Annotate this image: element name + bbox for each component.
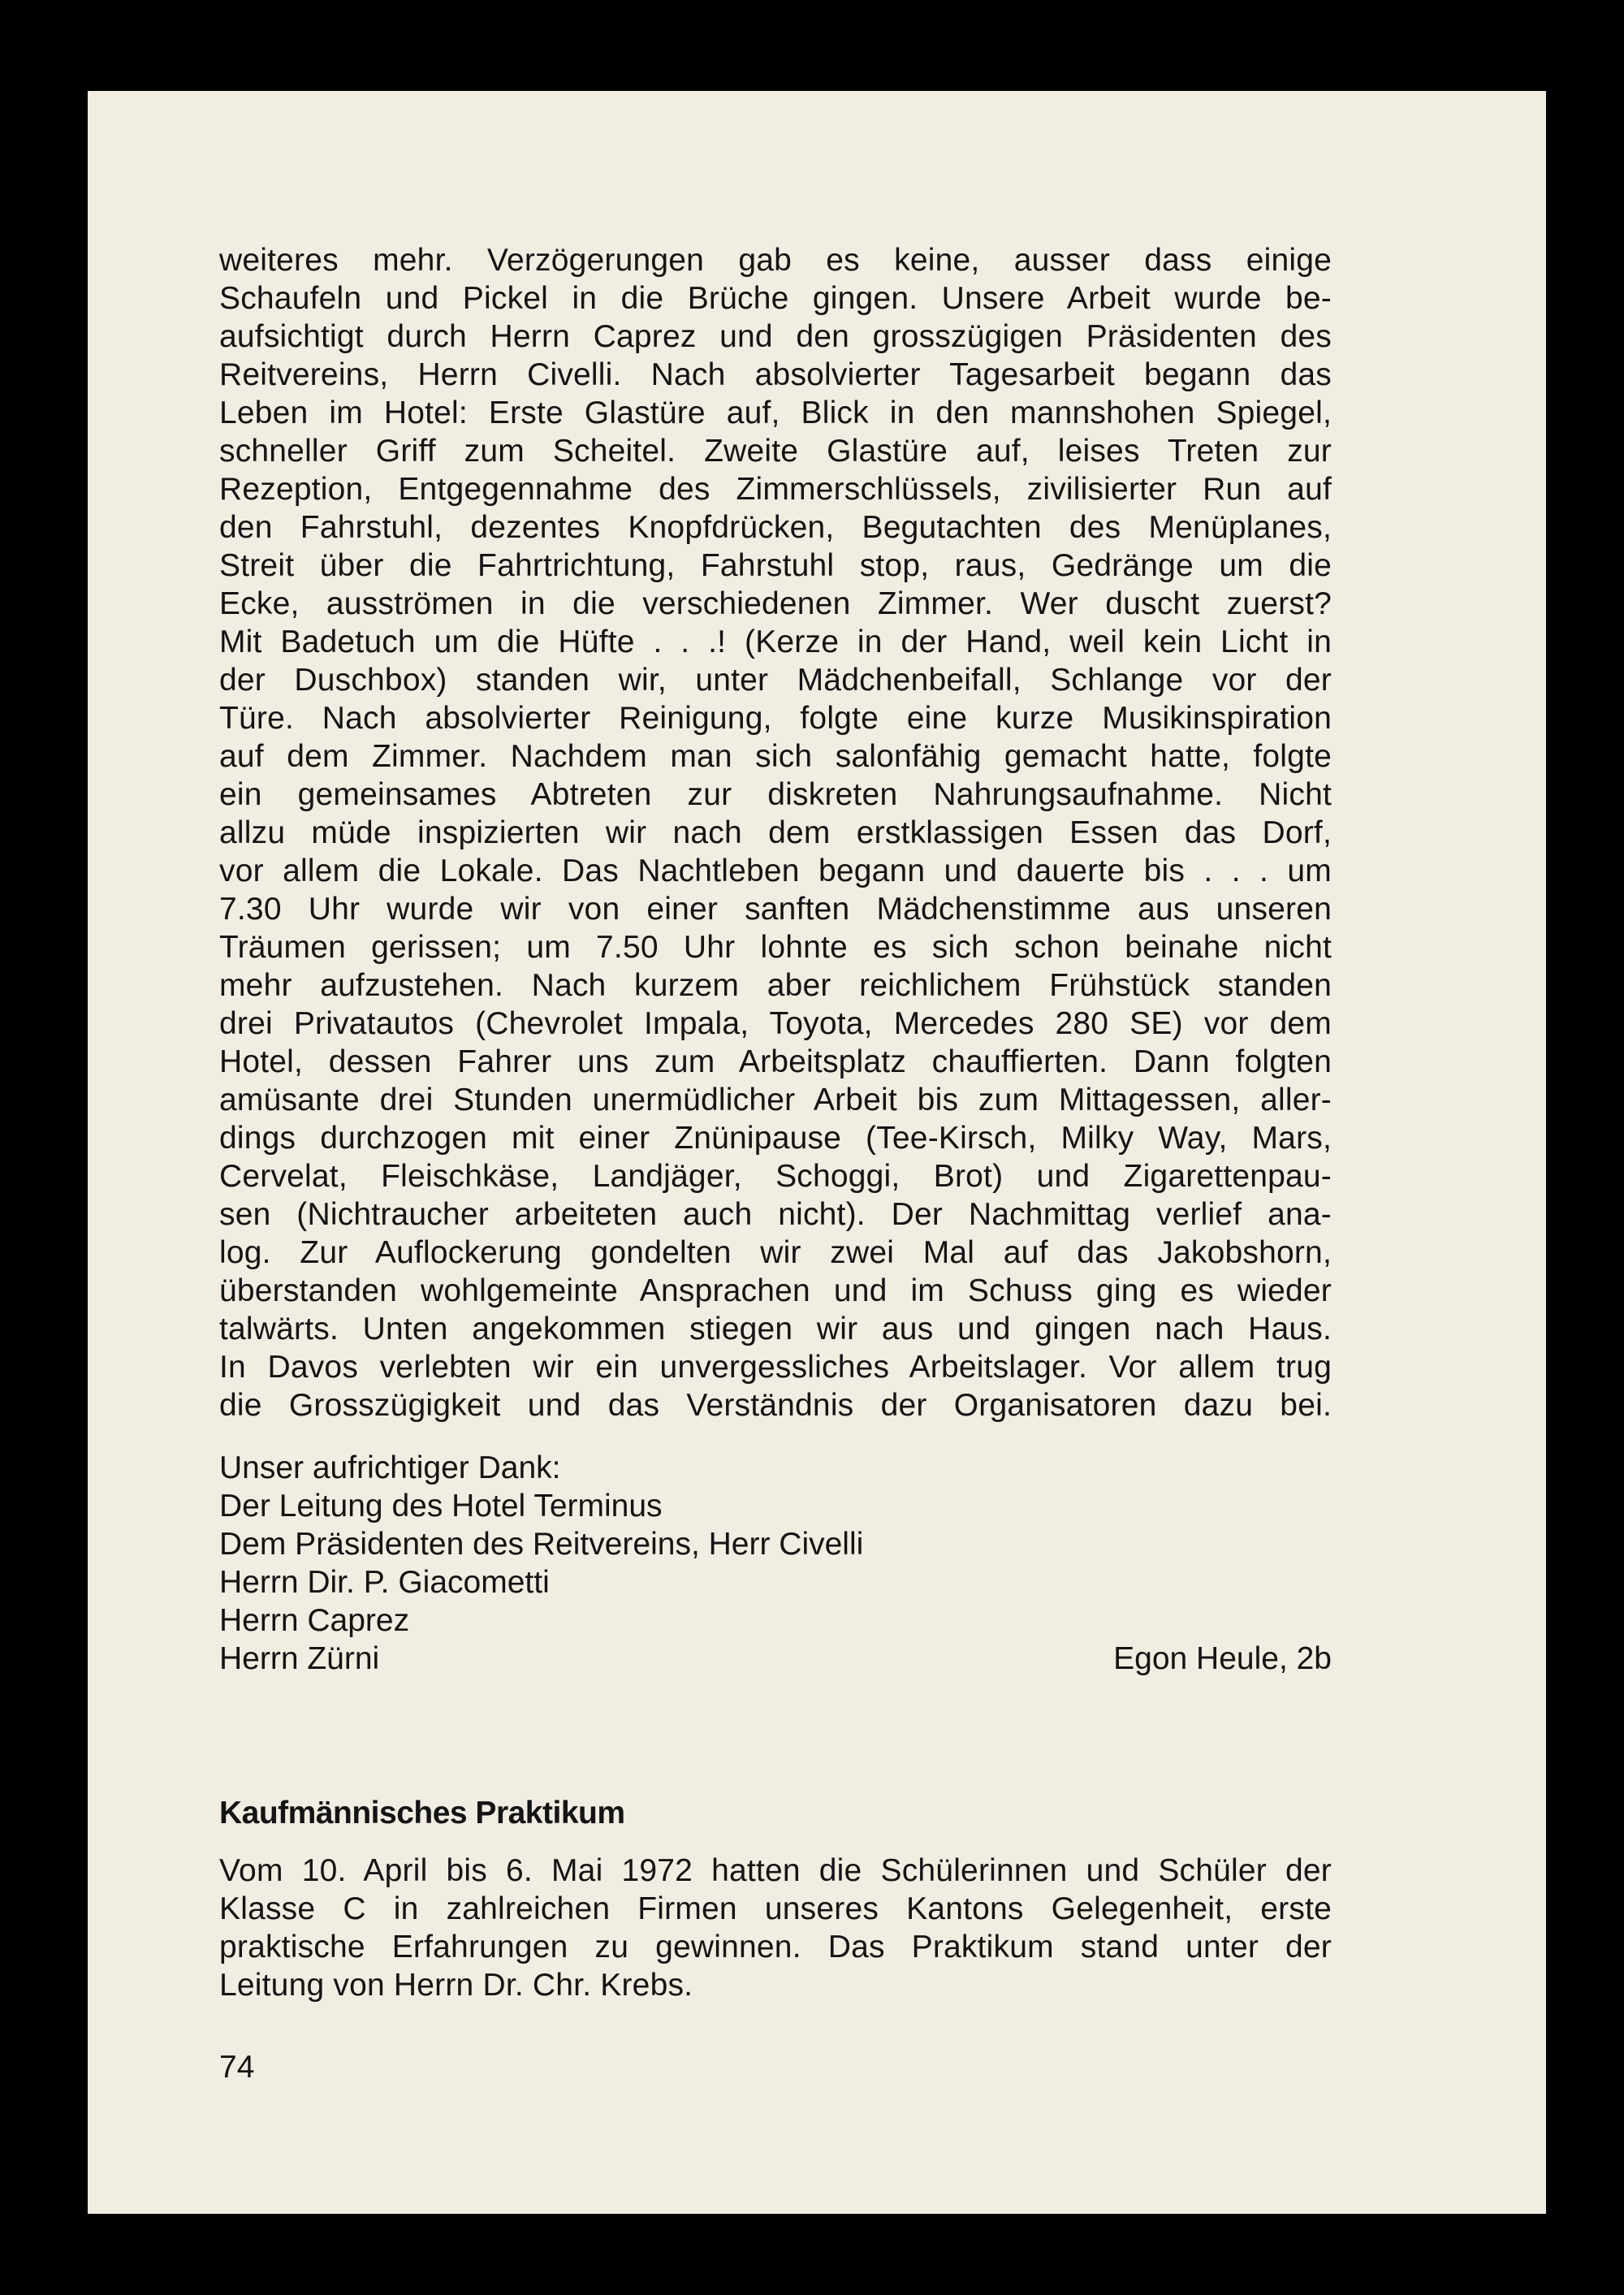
body-line: Streit über die Fahrtrichtung, Fahrstuhl stop, raus, Gedränge um die	[219, 548, 1332, 583]
body-line: Rezeption, Entgegennahme des Zimmerschlüssels, zivilisierter Run auf	[219, 472, 1332, 507]
body-line: dings durchzogen mit einer Znünipause (Tee-Kirsch, Milky Way, Mars,	[219, 1121, 1332, 1156]
body-line: weiteres mehr. Verzögerungen gab es keine, ausser dass einige	[219, 243, 1332, 278]
page-number: 74	[219, 2050, 255, 2085]
document-page	[88, 91, 1546, 2214]
body-line: den Fahrstuhl, dezentes Knopfdrücken, Begutachten des Menüplanes,	[219, 510, 1332, 545]
body-line: amüsante drei Stunden unermüdlicher Arbeit bis zum Mittagessen, aller-	[219, 1083, 1332, 1117]
thanks-item: Herrn Caprez	[219, 1603, 410, 1638]
section-body	[219, 1852, 1332, 2004]
section-line: Vom 10. April bis 6. Mai 1972 hatten die Schülerinnen und Schüler der	[219, 1853, 1332, 1888]
body-line: überstanden wohlgemeinte Ansprachen und im Schuss ging es wieder	[219, 1273, 1332, 1308]
thanks-item: Der Leitung des Hotel Terminus	[219, 1489, 663, 1524]
body-line: ein gemeinsames Abtreten zur diskreten Nahrungsaufnahme. Nicht	[219, 777, 1332, 812]
body-line: die Grosszügigkeit und das Verständnis der Organisatoren dazu bei.	[219, 1388, 1332, 1423]
section-line: Leitung von Herrn Dr. Chr. Krebs.	[219, 1968, 693, 2003]
body-line: log. Zur Auflockerung gondelten wir zwei Mal auf das Jakobshorn,	[219, 1235, 1332, 1270]
body-line: talwärts. Unten angekommen stiegen wir aus und gingen nach Haus.	[219, 1312, 1332, 1346]
body-line: Türe. Nach absolvierter Reinigung, folgte eine kurze Musikinspiration	[219, 701, 1332, 736]
section-line: praktische Erfahrungen zu gewinnen. Das Praktikum stand unter der	[219, 1930, 1332, 1964]
body-line: mehr aufzustehen. Nach kurzem aber reichlichem Frühstück standen	[219, 968, 1332, 1003]
thanks-list	[219, 1449, 1332, 1678]
body-line: Träumen gerissen; um 7.50 Uhr lohnte es sich schon beinahe nicht	[219, 930, 1332, 965]
body-line: vor allem die Lokale. Das Nachtleben begann und dauerte bis . . . um	[219, 854, 1332, 888]
thanks-item: Herrn Dir. P. Giacometti	[219, 1565, 550, 1600]
section-line: Klasse C in zahlreichen Firmen unseres Kantons Gelegenheit, erste	[219, 1891, 1332, 1926]
body-text	[219, 241, 1332, 1424]
body-line: Leben im Hotel: Erste Glastüre auf, Blick in den mannshohen Spiegel,	[219, 395, 1332, 430]
author-signature: Egon Heule, 2b	[1113, 1641, 1332, 1676]
body-line: sen (Nichtraucher arbeiteten auch nicht). Der Nachmittag verlief ana-	[219, 1197, 1332, 1232]
body-line: allzu müde inspizierten wir nach dem erstklassigen Essen das Dorf,	[219, 815, 1332, 850]
body-line: Cervelat, Fleischkäse, Landjäger, Schoggi, Brot) und Zigarettenpau-	[219, 1159, 1332, 1194]
body-line: Ecke, ausströmen in die verschiedenen Zimmer. Wer duscht zuerst?	[219, 586, 1332, 621]
thanks-last-row	[219, 1640, 1332, 1678]
body-line: Schaufeln und Pickel in die Brüche gingen. Unsere Arbeit wurde be-	[219, 281, 1332, 316]
thanks-heading: Unser aufrichtiger Dank:	[219, 1450, 561, 1485]
body-line: aufsichtigt durch Herrn Caprez und den grosszügigen Präsidenten des	[219, 319, 1332, 354]
thanks-item: Dem Präsidenten des Reitvereins, Herr Civelli	[219, 1527, 864, 1562]
body-line: Mit Badetuch um die Hüfte . . .! (Kerze in der Hand, weil kein Licht in	[219, 625, 1332, 659]
body-line: Hotel, dessen Fahrer uns zum Arbeitsplatz chauffierten. Dann folgten	[219, 1044, 1332, 1079]
body-line: auf dem Zimmer. Nachdem man sich salonfähig gemacht hatte, folgte	[219, 739, 1332, 774]
section-heading: Kaufmännisches Praktikum	[219, 1796, 625, 1830]
body-line: 7.30 Uhr wurde wir von einer sanften Mädchenstimme aus unseren	[219, 892, 1332, 927]
thanks-item: Herrn Zürni	[219, 1641, 380, 1676]
body-line: schneller Griff zum Scheitel. Zweite Glastüre auf, leises Treten zur	[219, 434, 1332, 469]
body-line: drei Privatautos (Chevrolet Impala, Toyota, Mercedes 280 SE) vor dem	[219, 1006, 1332, 1041]
body-line: In Davos verlebten wir ein unvergessliches Arbeitslager. Vor allem trug	[219, 1350, 1332, 1385]
body-line: Reitvereins, Herrn Civelli. Nach absolvierter Tagesarbeit begann das	[219, 357, 1332, 392]
body-line: der Duschbox) standen wir, unter Mädchenbeifall, Schlange vor der	[219, 663, 1332, 698]
